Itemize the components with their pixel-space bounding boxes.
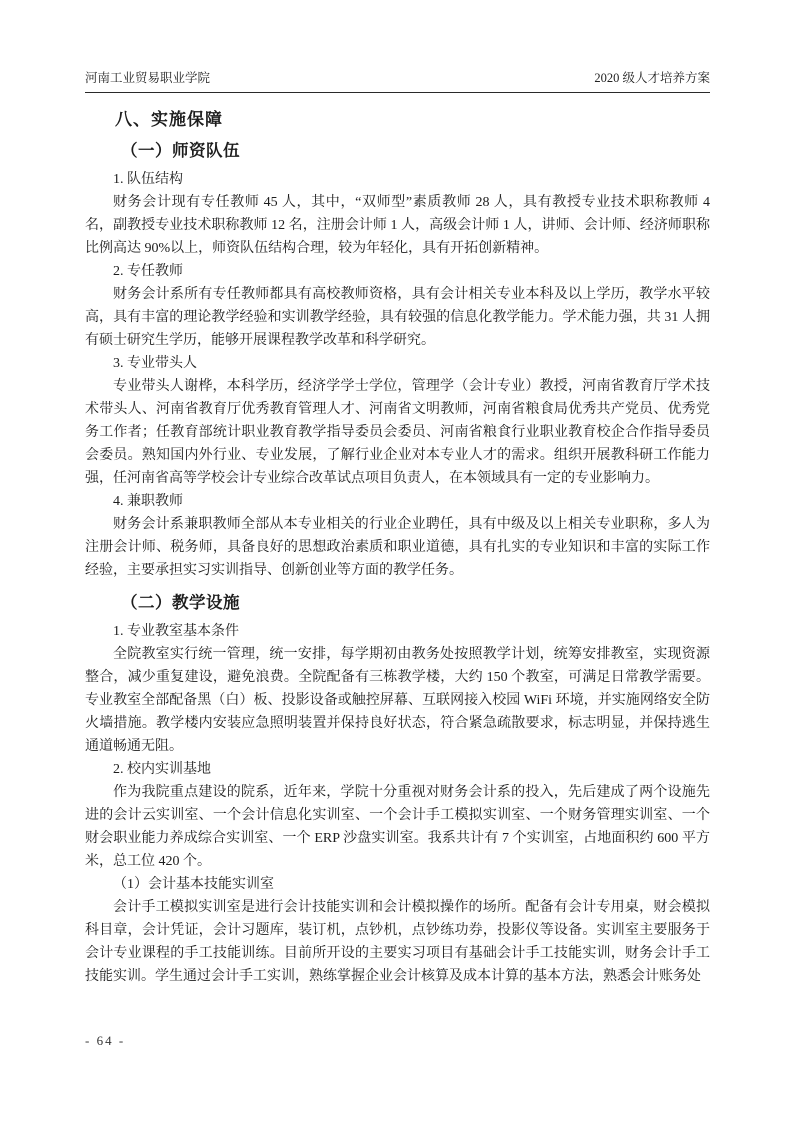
page-header <box>85 70 710 93</box>
subheading-major-leader: 3. 专业带头人 <box>113 356 197 371</box>
para-full-time-teachers: 财务会计系所有专任教师都具有高校教师资格，具有会计相关专业本科及以上学历，教学水平较高，具有丰富的理论教学经验和实训教学经验，具有较强的信息化教学能力。学术能力强，共 31 人拥有硕士研究生学历，能够开展课程教学改革和科学研究。 <box>85 287 710 348</box>
page-number: - 64 - <box>85 1033 126 1048</box>
heading-implementation-guarantee: 八、实施保障 <box>115 110 223 129</box>
para-classroom-conditions: 全院教室实行统一管理，统一安排，每学期初由教务处按照教学计划，统筹安排教室，实现资源整合，减少重复建设，避免浪费。全院配备有三栋教学楼，大约 150 个教室，可满足日常教学需要。专业教室全部配备黑（白）板、投影设备或触控屏幕、互联网接入校园 WiFi 环境，并实施网络安全防火墙措施。教学楼内安装应急照明装置并保持良好状态，符合紧急疏散要求，标志明显，并保持逃生通道畅通无阻。 <box>85 647 710 754</box>
subheading-full-time-teachers: 2. 专任教师 <box>113 264 183 279</box>
para-part-time-teachers: 财务会计系兼职教师全部从本专业相关的行业企业聘任，具有中级及以上相关专业职称，多人为注册会计师、税务师，具备良好的思想政治素质和职业道德，具有扎实的专业知识和丰富的实际工作经验，主要承担实习实训指导、创新创业等方面的教学任务。 <box>85 517 710 578</box>
header-plan-title: 2020 级人才培养方案 <box>594 71 710 85</box>
para-campus-training-base: 作为我院重点建设的院系，近年来，学院十分重视对财务会计系的投入，先后建成了两个设施先进的会计云实训室、一个会计信息化实训室、一个会计手工模拟实训室、一个财务管理实训室、一个财会职业能力养成综合实训室、一个 ERP 沙盘实训室。我系共计有 7 个实训室，占地面积约 600 平方米，总工位 420 个。 <box>85 785 710 869</box>
subheading-part-time-teachers: 4. 兼职教师 <box>113 494 183 509</box>
heading-faculty-team: （一）师资队伍 <box>121 142 240 160</box>
subheading-classroom-conditions: 1. 专业教室基本条件 <box>113 624 239 639</box>
para-team-structure: 财务会计现有专任教师 45 人，其中，“双师型”素质教师 28 人，具有教授专业技术职称教师 4 名，副教授专业技术职称教师 12 名，注册会计师 1 人，高级会计师 1 人，讲师、会计师、经济师职称比例高达 90%以上，师资队伍结构合理，较为年轻化，具有开拓创新精神。 <box>85 195 710 256</box>
subheading-campus-training-base: 2. 校内实训基地 <box>113 762 211 777</box>
header-school-name: 河南工业贸易职业学院 <box>85 71 211 85</box>
document-content <box>85 70 710 988</box>
para-major-leader: 专业带头人谢桦，本科学历，经济学学士学位，管理学（会计专业）教授，河南省教育厅学术技术带头人、河南省教育厅优秀教育管理人才、河南省文明教师，河南省粮食局优秀共产党员、优秀党务工作者；任教育部统计职业教育教学指导委员会委员、河南省粮食行业职业教育校企合作指导委员会委员。熟知国内外行业、专业发展，了解行业企业对本专业人才的需求。组织开展教科研工作能力强，任河南省高等学校会计专业综合改革试点项目负责人，在本领域具有一定的专业影响力。 <box>85 379 710 486</box>
subheading-team-structure: 1. 队伍结构 <box>113 172 183 187</box>
para-accounting-skills-lab: 会计手工模拟实训室是进行会计技能实训和会计模拟操作的场所。配备有会计专用桌，财会模拟科目章，会计凭证，会计习题库，装订机，点钞机，点钞练功券，投影仪等设备。实训室主要服务于会计专业课程的手工技能训练。目前所开设的主要实习项目有基础会计手工技能实训，财务会计手工技能实训。学生通过会计手工实训，熟练掌握企业会计核算及成本计算的基本方法，熟悉会计账务处 <box>85 900 710 984</box>
heading-teaching-facilities: （二）教学设施 <box>121 594 240 612</box>
subheading-accounting-skills-lab: （1）会计基本技能实训室 <box>113 877 274 892</box>
